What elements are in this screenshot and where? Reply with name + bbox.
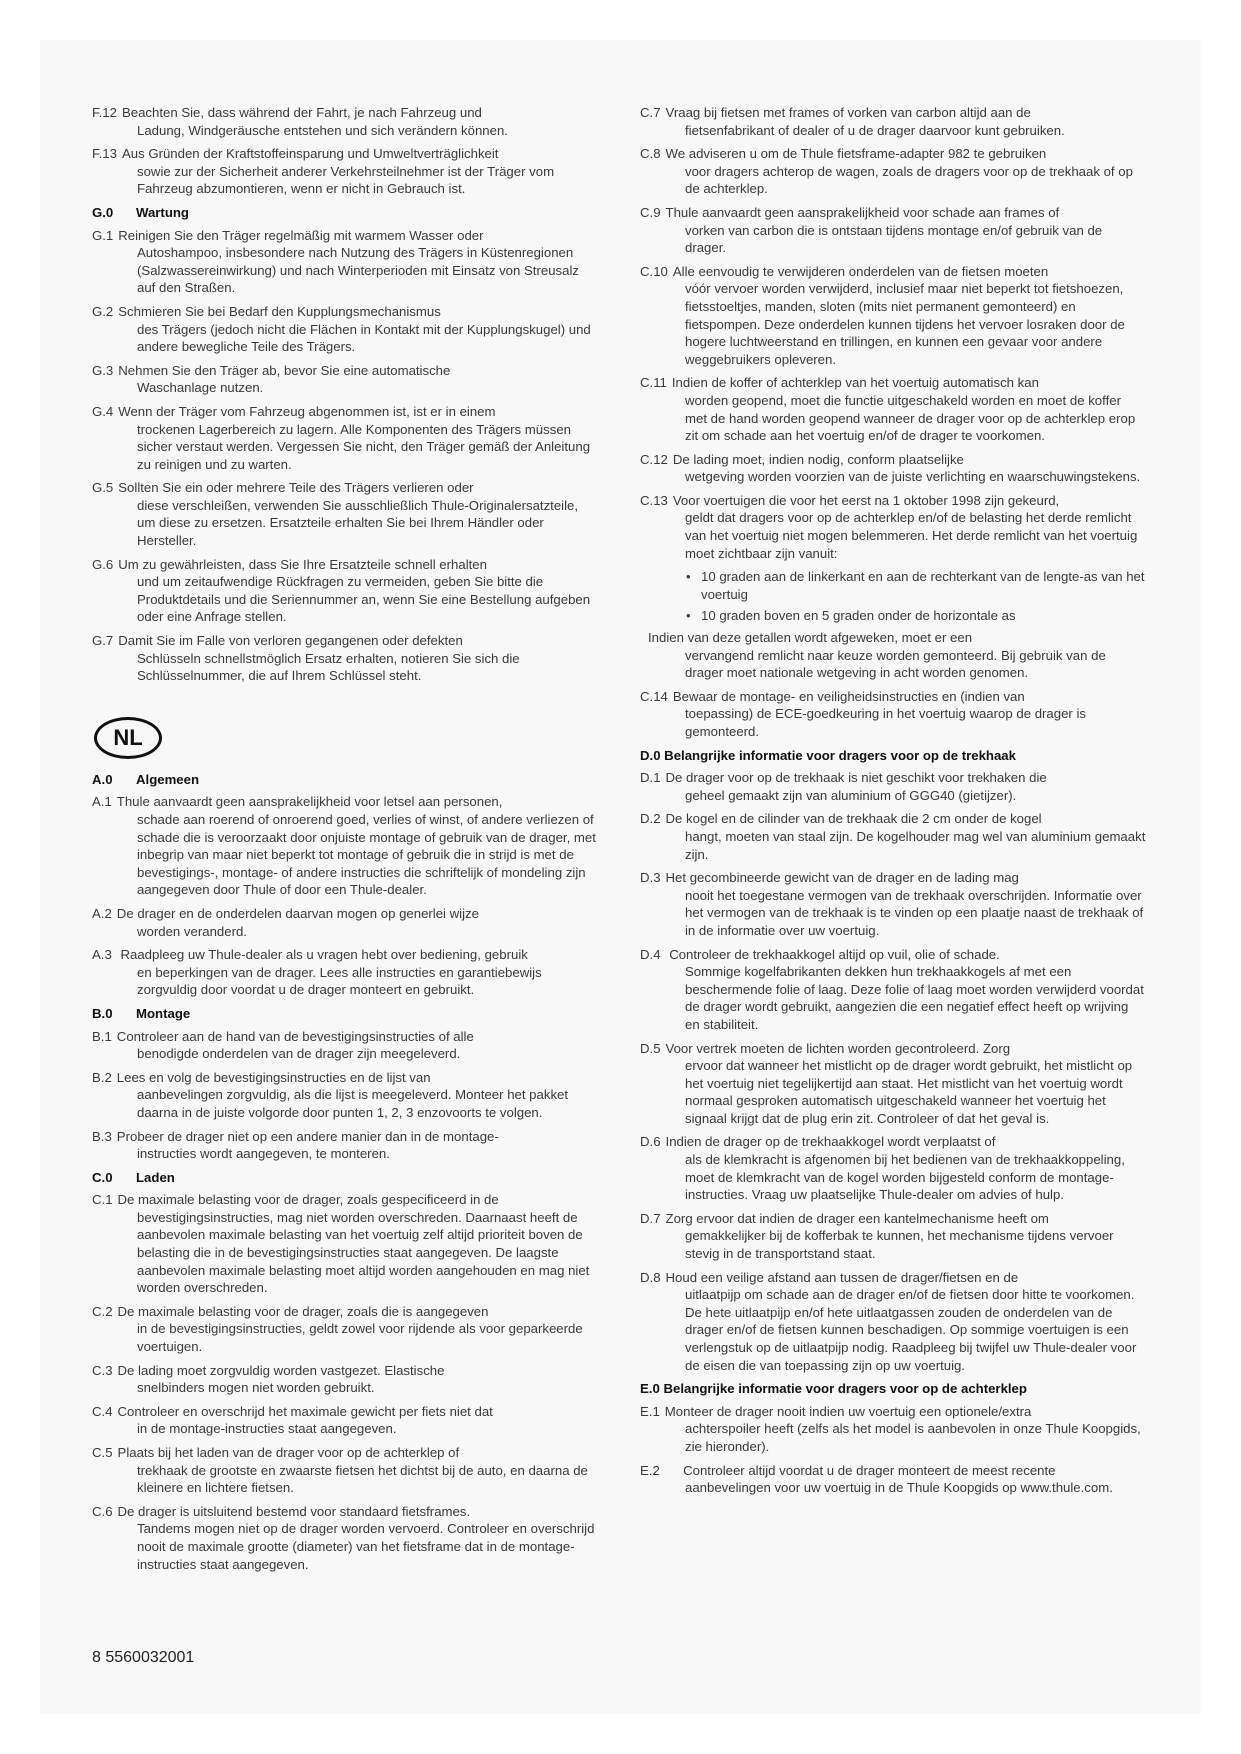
bullet-icon: • [686,569,691,585]
list-item: B.1 Controleer aan de hand van de bevestigingsinstructies of alle benodigde onderdelen van de drager zijn meegeleverd. [92,1028,474,1062]
list-item: C.3 De lading moet zorgvuldig worden vastgezet. Elastische snelbinders mogen niet worden gebruikt. [92,1362,445,1396]
language-badge-icon: NL [94,717,162,759]
list-item: G.2 Schmieren Sie bei Bedarf den Kupplungsmechanismus des Trägers (jedoch nicht die Flächen in Kontakt mit der Kupplungskugel) und andere bewegliche Teile des Trägers. [92,303,591,355]
list-item: D.2 De kogel en de cilinder van de trekhaak die 2 cm onder de kogel hangt, moeten van staal zijn. De kogelhouder mag wel van aluminium gemaakt zijn. [640,811,1146,862]
list-item: C.8 We adviseren u om de Thule fietsframe-adapter 982 te gebruiken voor dragers achterop de wagen, zoals de dragers voor op de trekhaak of op de achterklep. [640,146,1133,197]
list-item: Indien van deze getallen wordt afgeweken, moet er een vervangend remlicht naar keuze worden gemonteerd. Bij gebruik van de drager moet nationale wetgeving in acht worden genomen. [648,630,1106,681]
list-item: C.12 De lading moet, indien nodig, conform plaatselijke wetgeving worden voorzien van de juiste verlichting en waarschuwingstekens. [640,451,1141,485]
section-heading-achterklep: E.0 Belangrijke informatie voor dragers voor op de achterklep [640,1381,1027,1397]
list-item: B.2 Lees en volg de bevestigingsinstructies en de lijst van aanbevelingen zorgvuldig, als die lijst is meegeleverd. Monteer het pakket daarna in de juiste volgorde door punten 1, 2, 3 enzovoorts te volgen. [92,1069,569,1120]
list-item: E.2 Controleer altijd voordat u de drager monteert de meest recente aanbevelingen voor uw voertuig in de Thule Koopgids op www.thule.com. [640,1462,1113,1496]
bullet-icon: • [686,608,691,624]
section-heading-trekhaak: D.0 Belangrijke informatie voor dragers voor op de trekhaak [640,747,1016,763]
list-item: C.13 Voor voertuigen die voor het eerst na 1 oktober 1998 zijn gekeurd, geldt dat dragers voor op de achterklep en/of de belasting het derde remlicht van het voertuig niet mogen belemmeren. Het derde remlicht van het voertuig moet zichtbaar zijn vanuit: [640,492,1138,561]
list-item: D.7 Zorg ervoor dat indien de drager een kantelmechanisme heeft om gemakkelijker bij de kofferbak te kunnen, het mechanisme tijdens vervoer stevig in de transportstand staat. [640,1210,1114,1262]
list-item: G.5 Sollten Sie ein oder mehrere Teile des Trägers verlieren oder diese verschleißen, verwenden Sie ausschließlich Thule-Originalersatzteile, um diese zu ersetzen. Ersatzteile erhalten Sie bei Ihrem Händler oder Hersteller. [92,480,579,549]
list-item: G.6 Um zu gewährleisten, dass Sie Ihre Ersatzteile schnell erhalten und um zeitaufwendige Rückfragen zu vermeiden, geben Sie bitte die Produktdetails und die Seriennummer an, wenn Sie eine Bestellung aufgeben oder eine Anfrage stellen. [92,556,591,625]
section-heading-wartung: G.0 Wartung [92,204,189,220]
list-item: C.14 Bewaar de montage- en veiligheidsinstructies en (indien van toepassing) de ECE-goedkeuring in het voertuig waarop de drager is gemonteerd. [640,688,1086,739]
bullet-item: • 10 graden boven en 5 graden onder de horizontale as [686,608,1016,624]
list-item: E.1 Monteer de drager nooit indien uw voertuig een optionele/extra achterspoiler heeft (zelfs als het model is aanbevolen in onze Thule Koopgids, zie hieronder). [640,1403,1141,1454]
list-item: C.6 De drager is uitsluitend bestemd voor standaard fietsframes. Tandems mogen niet op de drager worden vervoerd. Controleer en overschrijd nooit de maximale grootte (diameter) van het fietsframe dat in de montage-instructies staat aangegeven. [92,1503,595,1572]
list-item: D.5 Voor vertrek moeten de lichten worden gecontroleerd. Zorg ervoor dat wanneer het mistlicht op de drager wordt gebruikt, het mistlicht op het voertuig niet tegelijkertijd aan staat. Het mistlicht van het voertuig wordt normaal gesproken automatisch uitgeschakeld wanneer het voertuig het signaal krijgt dat de plug erin zit. Controleer of dat het geval is. [640,1040,1133,1126]
list-item: C.7 Vraag bij fietsen met frames of vorken van carbon altijd aan de fietsenfabrikant of dealer of u de drager daarvoor kunt gebruiken. [640,105,1065,138]
list-item: C.11 Indien de koffer of achterklep van het voertuig automatisch kan worden geopend, moet die functie uitgeschakeld worden en moet de koffer met de hand worden geopend wanneer de drager voor op de achterklep erop zit om schade aan het voertuig en/of de drager te voorkomen. [640,375,1136,444]
list-item: A.1 Thule aanvaardt geen aansprakelijkheid voor letsel aan personen, schade aan roerend of onroerend goed, verlies of winst, of andere verliezen of schade die is veroorzaakt door onjuiste montage of gebruik van de drager, met inbegrip van maar niet beperkt tot montage of gebruik die in strijd is met de bevestigings-, montage- of andere instructies die schriftelijk of mondeling zijn aangegeven door Thule of door een Thule-dealer. [92,794,596,898]
list-item: F.13 Aus Gründen der Kraftstoffeinsparung und Umweltverträglichkeit sowie zur der Sicherheit anderer Verkehrsteilnehmer ist der Träger vom Fahrzeug abzumontieren, wenn er nicht in Gebrauch ist. [92,146,555,197]
list-item: D.8 Houd een veilige afstand aan tussen de drager/fietsen en de uitlaatpijp om schade aan de drager en/of de fietsen door hitte te voorkomen. De hete uitlaatpijp en/of hete uitlaatgassen zouden de onderdelen van de drager en/of de fietsen kunnen beschadigen. Op sommige voertuigen is een verlengstuk op de uitlaatpijp nodig. Raadpleeg bij twijfel uw Thule-dealer voor de eisen die van toepassing zijn op uw voertuig. [640,1269,1137,1373]
list-item: D.3 Het gecombineerde gewicht van de drager en de lading mag nooit het toegestane vermogen van de trekhaak overschrijden. Informatie over het vermogen van de trekhaak is te vinden op een plaatje naast de trekhaak of in de informatie over uw voertuig. [640,870,1144,938]
bullet-item: • 10 graden aan de linkerkant en aan de rechterkant van de lengte-as van het voertuig [686,569,1145,602]
list-item: G.3 Nehmen Sie den Träger ab, bevor Sie eine automatische Waschanlage nutzen. [92,362,451,396]
section-heading-montage: B.0 Montage [92,1005,191,1021]
list-item: G.4 Wenn der Träger vom Fahrzeug abgenommen ist, ist er in einem trockenen Lagerbereich zu lagern. Alle Komponenten des Trägers müssen sicher verstaut werden. Vergessen Sie nicht, den Träger gemäß der Anleitung zu reinigen und zu warten. [92,403,591,472]
list-item: G.7 Damit Sie im Falle von verloren gegangenen oder defekten Schlüsseln schnellstmöglich Ersatz erhalten, notieren Sie sich die Schlüsselnummer, die auf Ihrem Schlüssel steht. [92,633,520,684]
list-item: B.3 Probeer de drager niet op een andere manier dan in de montage- instructies wordt aangegeven, te monteren. [92,1128,499,1162]
list-item: G.1 Reinigen Sie den Träger regelmäßig mit warmem Wasser oder Autoshampoo, insbesondere nach Nutzung des Trägers in Küstenregionen (Salzwassereinwirkung) und nach Winterperioden mit Einsatz von Streusalz auf den Straßen. [92,227,579,296]
section-heading-laden: C.0 Laden [92,1169,175,1185]
list-item: C.4 Controleer en overschrijd het maximale gewicht per fiets niet dat in de montage-instructies staat aangegeven. [92,1403,493,1437]
list-item: C.9 Thule aanvaardt geen aansprakelijkheid voor schade aan frames of vorken van carbon die is ontstaan tijdens montage en/of gebruik van de drager. [640,204,1103,256]
list-item: A.2 De drager en de onderdelen daarvan mogen op generlei wijze worden veranderd. [92,905,479,939]
list-item: C.5 Plaats bij het laden van de drager voor op de achterklep of trekhaak de grootste en zwaarste fietsen het dichtst bij de auto, en daarna de kleinere en lichtere fietsen. [92,1445,588,1496]
right-column [640,104,1146,1503]
list-item: C.2 De maximale belasting voor de drager, zoals die is aangegeven in de bevestigingsinstructies, geldt zowel voor rijdende als voor geparkeerde voertuigen. [92,1303,583,1355]
list-item: C.10 Alle eenvoudig te verwijderen onderdelen van de fietsen moeten vóór vervoer worden verwijderd, inclusief maar niet beperkt tot fietshoezen, fietsstoeltjes, manden, sloten (mits niet permanent gemonteerd) en fietspompen. Deze onderdelen kunnen tijdens het vervoer losraken door de hogere luchtweerstand en trillingen, en kunnen een gevaar voor andere weggebruikers opleveren. [640,263,1125,367]
list-item: D.4 Controleer de trekhaakkogel altijd op vuil, olie of schade. Sommige kogelfabrikanten dekken hun trekhaakkogels af met een beschermende folie of laag. Deze folie of laag moet worden verwijderd voordat de drager wordt gebruikt, aangezien die een negatief effect heeft op wrijving en stabiliteit. [640,946,1144,1032]
section-heading-algemeen: A.0 Algemeen [92,771,200,787]
list-item: C.1 De maximale belasting voor de drager, zoals gespecificeerd in de bevestigingsinstructies, mag niet worden overschreden. Daarnaast heeft de aanbevolen maximale belasting van het voertuig zelf altijd prioriteit boven de belasting die in de bevestigingsinstructies staat aangegeven. De laagste aanbevolen maximale belasting moet altijd worden aangehouden en mag niet worden overschreden. [92,1192,590,1296]
list-item: A.3 Raadpleeg uw Thule-dealer als u vragen hebt over bediening, gebruik en beperkingen van de drager. Lees alle instructies en garantiebewijs zorgvuldig door voordat u de drager monteert en gebruikt. [92,947,542,998]
list-item: F.12 Beachten Sie, dass während der Fahrt, je nach Fahrzeug und Ladung, Windgeräusche entstehen und sich verändern können. [92,105,508,138]
page-footer: 8 5560032001 [92,1649,195,1666]
list-item: D.6 Indien de drager op de trekhaakkogel wordt verplaatst of als de klemkracht is afgenomen bij het bedienen van de trekhaakkoppeling, moet de klemkracht van de kogel worden bijgesteld conform de montage-instructies. Vraag uw plaatselijke Thule-dealer om advies of hulp. [640,1134,1125,1203]
left-column [92,104,598,1579]
list-item: D.1 De drager voor op de trekhaak is niet geschikt voor trekhaken die geheel gemaakt zijn van aluminium of GGG40 (gietijzer). [640,770,1047,803]
